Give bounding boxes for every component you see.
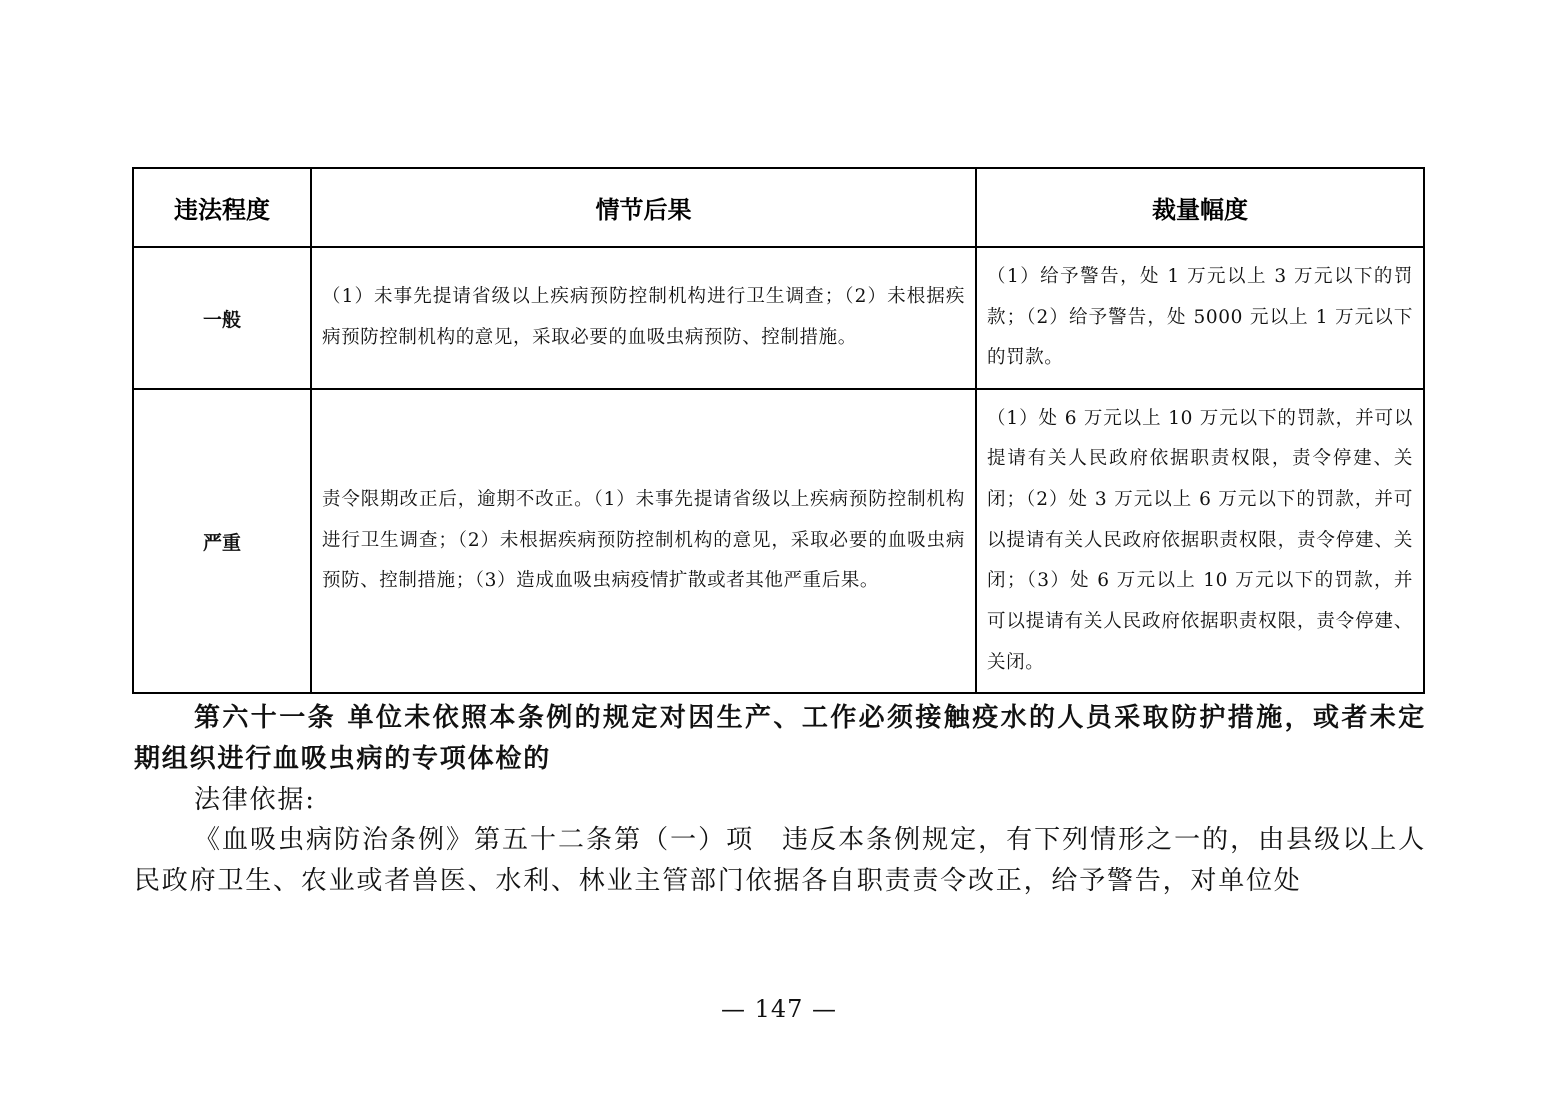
page-number: — 147 — bbox=[720, 995, 838, 1023]
article-heading: 第六十一条 单位未依照本条例的规定对因生产、工作必须接触疫水的人员采取防护措施，或者未定期组织进行血吸虫病的专项体检的 bbox=[134, 703, 1426, 774]
table-row bbox=[133, 247, 1424, 389]
header-penalty: 裁量幅度 bbox=[976, 168, 1424, 247]
legal-basis-label: 法律依据: bbox=[194, 785, 316, 815]
level-cell: 一般 bbox=[133, 247, 311, 389]
penalty-table bbox=[132, 167, 1425, 694]
header-level: 违法程度 bbox=[133, 168, 311, 247]
penalty-cell: （1）给予警告，处 1 万元以上 3 万元以下的罚款；（2）给予警告，处 5000 元以上 1 万元以下的罚款。 bbox=[976, 247, 1424, 389]
header-circumstances: 情节后果 bbox=[311, 168, 976, 247]
table-header-row bbox=[133, 168, 1424, 247]
penalty-cell: （1）处 6 万元以上 10 万元以下的罚款，并可以提请有关人民政府依据职责权限，责令停建、关闭；（2）处 3 万元以上 6 万元以下的罚款，并可以提请有关人民政府依据职责权限，责令停建、关闭；（3）处 6 万元以上 10 万元以下的罚款，并可以提请有关人民政府依据职责权限，责令停建、关闭。 bbox=[976, 389, 1424, 693]
table-row bbox=[133, 389, 1424, 693]
level-cell: 严重 bbox=[133, 389, 311, 693]
legal-basis-text: 《血吸虫病防治条例》第五十二条第（一）项 违反本条例规定，有下列情形之一的，由县级以上人民政府卫生、农业或者兽医、水利、林业主管部门依据各自职责责令改正，给予警告，对单位处 bbox=[134, 825, 1426, 896]
circumstances-cell: （1）未事先提请省级以上疾病预防控制机构进行卫生调查；（2）未根据疾病预防控制机构的意见，采取必要的血吸虫病预防、控制措施。 bbox=[311, 247, 976, 389]
circumstances-cell: 责令限期改正后，逾期不改正。（1）未事先提请省级以上疾病预防控制机构进行卫生调查；（2）未根据疾病预防控制机构的意见，采取必要的血吸虫病预防、控制措施；（3）造成血吸虫病疫情扩散或者其他严重后果。 bbox=[311, 389, 976, 693]
